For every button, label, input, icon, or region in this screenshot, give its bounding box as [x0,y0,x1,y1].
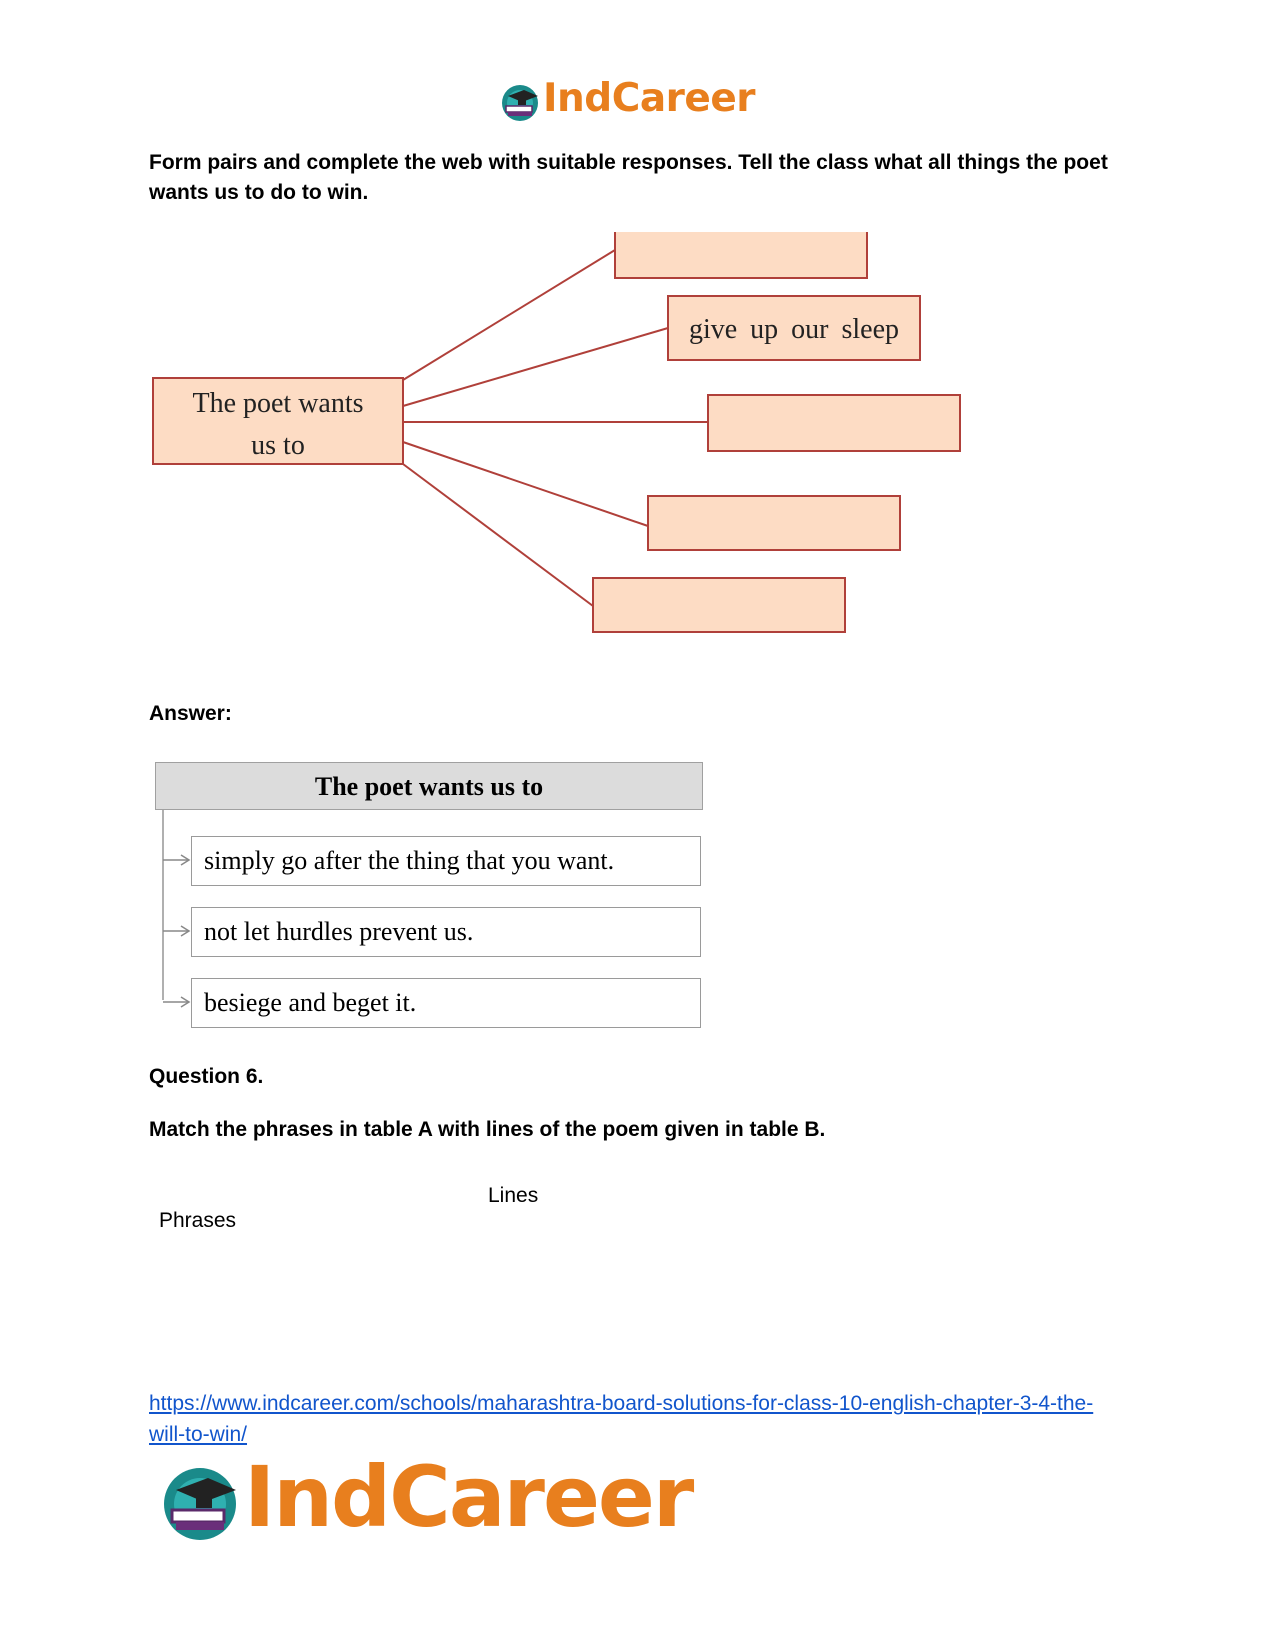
web-box-2-text: give up our sleep [688,314,900,345]
web-connector [403,328,668,406]
table-header-phrases: Phrases [159,1209,237,1232]
answer-label: Answer: [149,702,232,725]
graduation-cap-book-icon [160,1462,244,1542]
web-box-3 [708,395,960,451]
web-connector [403,442,648,526]
indcareer-logo-top [500,78,780,128]
table-header-lines: Lines [488,1184,539,1207]
web-center-line2: us to [251,430,305,461]
question-6-heading: Question 6. [149,1065,264,1088]
web-box-5 [593,578,845,632]
logo-text: IndCareer [244,1448,693,1546]
arrow-right-icon [163,853,191,867]
web-connector [403,250,615,380]
graduation-cap-book-icon [500,82,542,122]
web-connector [403,464,593,606]
match-instruction: Match the phrases in table A with lines of the poem given in table B. [149,1118,826,1141]
arrow-right-icon [163,924,191,938]
answer-item-3: besiege and beget it. [191,978,701,1028]
answer-item-1: simply go after the thing that you want. [191,836,701,886]
web-center-line1: The poet wants [192,388,364,419]
answer-item-2: not let hurdles prevent us. [191,907,701,957]
answer-header: The poet wants us to [155,762,703,810]
answer-diagram [153,760,705,1040]
question-intro: Form pairs and complete the web with suitable responses. Tell the class what all things the poet wants us to do to win. [149,151,1108,204]
web-box-1 [615,232,867,278]
footer-url-link[interactable]: https://www.indcareer.com/schools/maharashtra-board-solutions-for-class-10-english-chapter-3-4-the-will-to-win/ [149,1392,1094,1446]
logo-text: IndCareer [543,76,755,121]
web-box-4 [648,496,900,550]
indcareer-logo-bottom [160,1448,700,1546]
arrow-right-icon [163,995,191,1009]
answer-branch-line [162,810,164,1000]
web-diagram [150,232,1020,672]
